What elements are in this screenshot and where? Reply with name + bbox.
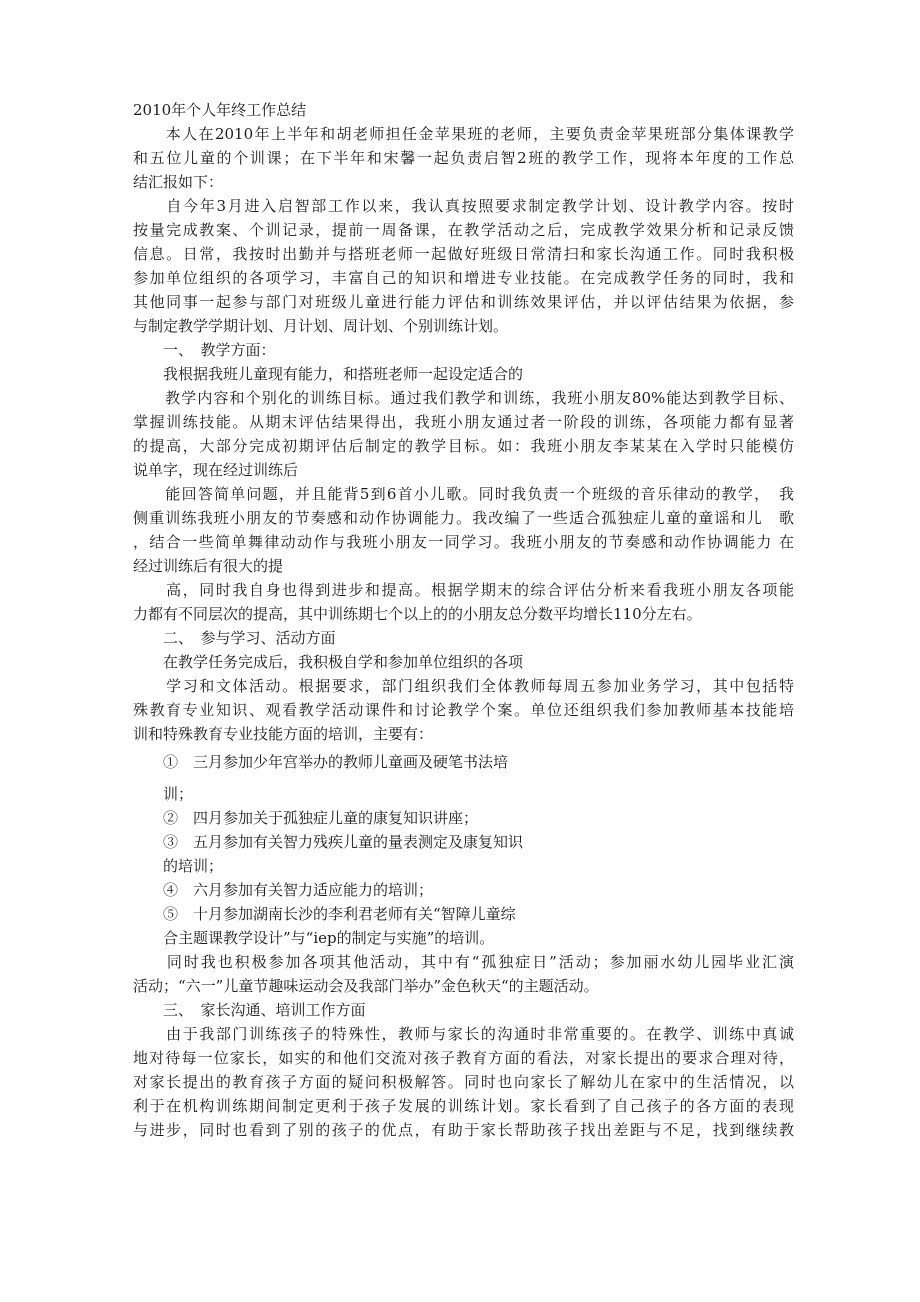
list-item-continuation: 训； [133,785,194,803]
paragraph-line: 训和特殊教育专业技能方面的培训，主要有： [133,725,434,743]
section-heading: 一、 教学方面： [133,341,276,359]
paragraph-line: 掌握训练技能。从期末评估结果得出，我班小朋友通过者一阶段的训练，各项能力都有显著 [133,413,794,431]
paragraph-line: 其他同事一起参与部门对班级儿童进行能力评估和训练效果评估，并以评估结果为依据，参 [133,293,794,311]
paragraph-line: 利于在机构训练期间制定更利于孩子发展的训练计划。家长看到了自己孩子的各方面的表现 [133,1097,794,1115]
paragraph-line: 能回答简单问题，并且能背5到6首小儿歌。同时我负责一个班级的音乐律动的教学， 我 [133,485,794,503]
paragraph-line: 侧重训练我班小朋友的节奏感和动作协调能力。我改编了一些适合孤独症儿童的童谣和儿 歌 [133,509,794,527]
paragraph-line: 在教学任务完成后，我积极自学和参加单位组织的各项 [133,653,524,671]
paragraph-line: 学习和文体活动。根据要求，部门组织我们全体教师每周五参加业务学习，其中包括特 [133,677,794,695]
list-item: ② 四月参加关于孤独症儿童的康复知识讲座； [133,809,479,827]
section-heading: 三、 家长沟通、培训工作方面 [133,1001,366,1019]
paragraph-line: 和五位儿童的个训课；在下半年和宋馨一起负责启智2班的教学工作，现将本年度的工作总 [133,149,794,167]
section-heading: 二、 参与学习、活动方面 [133,629,336,647]
paragraph-line: 教学内容和个别化的训练目标。通过我们教学和训练，我班小朋友80%能达到教学目标、 [133,389,794,407]
paragraph-line: 信息。日常，我按时出勤并与搭班老师一起做好班级日常清扫和家长沟通工作。同时我积极 [133,245,794,263]
paragraph-line: 结汇报如下： [133,173,224,191]
list-item: ④ 六月参加有关智力适应能力的培训； [133,881,434,899]
paragraph-line: 地对待每一位家长，如实的和他们交流对孩子教育方面的看法，对家长提出的要求合理对待， [133,1049,794,1067]
paragraph-line: ，结合一些简单舞律动动作与我班小朋友一同学习。我班小朋友的节奏感和动作协调能力 在 [133,533,794,551]
document-title: 2010年个人年终工作总结 [133,101,307,119]
paragraph-line: 的提高，大部分完成初期评估后制定的教学目标。如：我班小朋友李某某在入学时只能模仿 [133,437,794,455]
paragraph-line: 与进步，同时也看到了别的孩子的优点，有助于家长帮助孩子找出差距与不足，找到继续教 [133,1121,794,1139]
list-item: ③ 五月参加有关智力残疾儿童的量表测定及康复知识 [133,833,524,851]
paragraph-line: 按量完成教案、个训记录，提前一周备课，在教学活动之后，完成教学效果分析和记录反馈 [133,221,794,239]
paragraph-line: 高，同时我自身也得到进步和提高。根据学期末的综合评估分析来看我班小朋友各项能 [133,581,794,599]
paragraph-line: 殊教育专业知识、观看教学活动课件和讨论教学个案。单位还组织我们参加教师基本技能培 [133,701,794,719]
paragraph-line: 与制定教学学期计划、月计划、周计划、个别训练计划。 [133,317,509,335]
paragraph-line: 说单字，现在经过训练后 [133,461,299,479]
list-item: ⑤ 十月参加湖南长沙的李利君老师有关“智障儿童综 [133,905,516,923]
paragraph-line: 自今年3月进入启智部工作以来，我认真按照要求制定教学计划、设计教学内容。按时 [133,197,794,215]
list-item: ① 三月参加少年宫举办的教师儿童画及硬笔书法培 [133,753,509,771]
paragraph-line: 参加单位组织的各项学习，丰富自己的知识和增进专业技能。在完成教学任务的同时，我和 [133,269,794,287]
paragraph-line: 对家长提出的教育孩子方面的疑问积极解答。同时也向家长了解幼儿在家中的生活情况，以 [133,1073,794,1091]
paragraph-line: 由于我部门训练孩子的特殊性，教师与家长的沟通时非常重要的。在教学、训练中真诚 [133,1025,794,1043]
paragraph-line: 同时我也积极参加各项其他活动，其中有“孤独症日”活动；参加丽水幼儿园毕业汇演 [133,953,794,971]
paragraph-line: 力都有不同层次的提高，其中训练期七个以上的的小朋友总分数平均增长110分左右。 [133,605,702,623]
paragraph-line: 我根据我班儿童现有能力，和搭班老师一起设定适合的 [133,365,524,383]
paragraph-line: 本人在2010年上半年和胡老师担任金苹果班的老师，主要负责金苹果班部分集体课教学 [133,125,794,143]
paragraph-line: 活动；“六一”儿童节趣味运动会及我部门举办”金色秋天“的主题活动。 [133,977,599,995]
paragraph-line: 经过训练后有很大的提 [133,557,284,575]
list-item-continuation: 的培训； [133,857,224,875]
list-item-continuation: 合主题课教学设计”与“iep的制定与实施”的培训。 [133,929,495,947]
